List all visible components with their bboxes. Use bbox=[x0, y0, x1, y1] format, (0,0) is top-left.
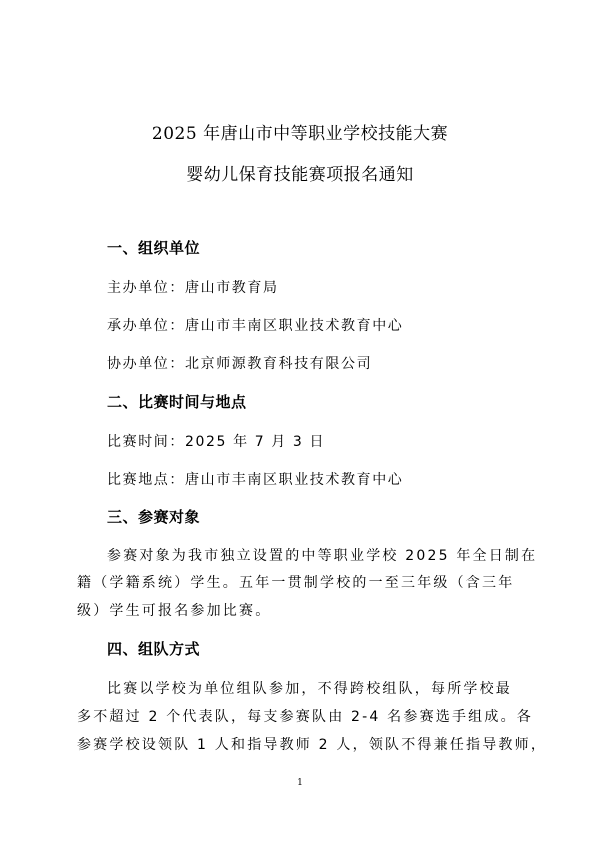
host-unit-line: 主办单位：唐山市教育局 bbox=[107, 280, 279, 296]
participants-paragraph-line: 级）学生可报名参加比赛。 bbox=[77, 603, 272, 619]
section-heading-organizers: 一、组织单位 bbox=[107, 239, 201, 257]
document-title-line-1: 2025 年唐山市中等职业学校技能大赛 bbox=[151, 124, 449, 144]
page-number: 1 bbox=[297, 778, 303, 788]
participants-paragraph-line: 籍（学籍系统）学生。五年一贯制学校的一至三年级（含三年 bbox=[77, 575, 515, 591]
competition-place-line: 比赛地点：唐山市丰南区职业技术教育中心 bbox=[107, 472, 404, 488]
co-organizer-unit-line: 协办单位：北京师源教育科技有限公司 bbox=[107, 356, 373, 372]
team-paragraph-line: 比赛以学校为单位组队参加，不得跨校组队，每所学校最 bbox=[107, 681, 512, 697]
team-paragraph-line: 多不超过 2 个代表队，每支参赛队由 2-4 名参赛选手组成。各 bbox=[77, 709, 533, 725]
section-heading-time-place: 二、比赛时间与地点 bbox=[107, 393, 247, 411]
section-heading-participants: 三、参赛对象 bbox=[107, 508, 201, 526]
team-paragraph-line: 参赛学校设领队 1 人和指导教师 2 人，领队不得兼任指导教师， bbox=[77, 737, 548, 753]
competition-time-line: 比赛时间：2025 年 7 月 3 日 bbox=[107, 434, 326, 450]
participants-paragraph-line: 参赛对象为我市独立设置的中等职业学校 2025 年全日制在 bbox=[107, 548, 538, 564]
document-title-line-2: 婴幼儿保育技能赛项报名通知 bbox=[186, 165, 414, 185]
section-heading-team-formation: 四、组队方式 bbox=[107, 640, 201, 658]
organizer-unit-line: 承办单位：唐山市丰南区职业技术教育中心 bbox=[107, 318, 404, 334]
